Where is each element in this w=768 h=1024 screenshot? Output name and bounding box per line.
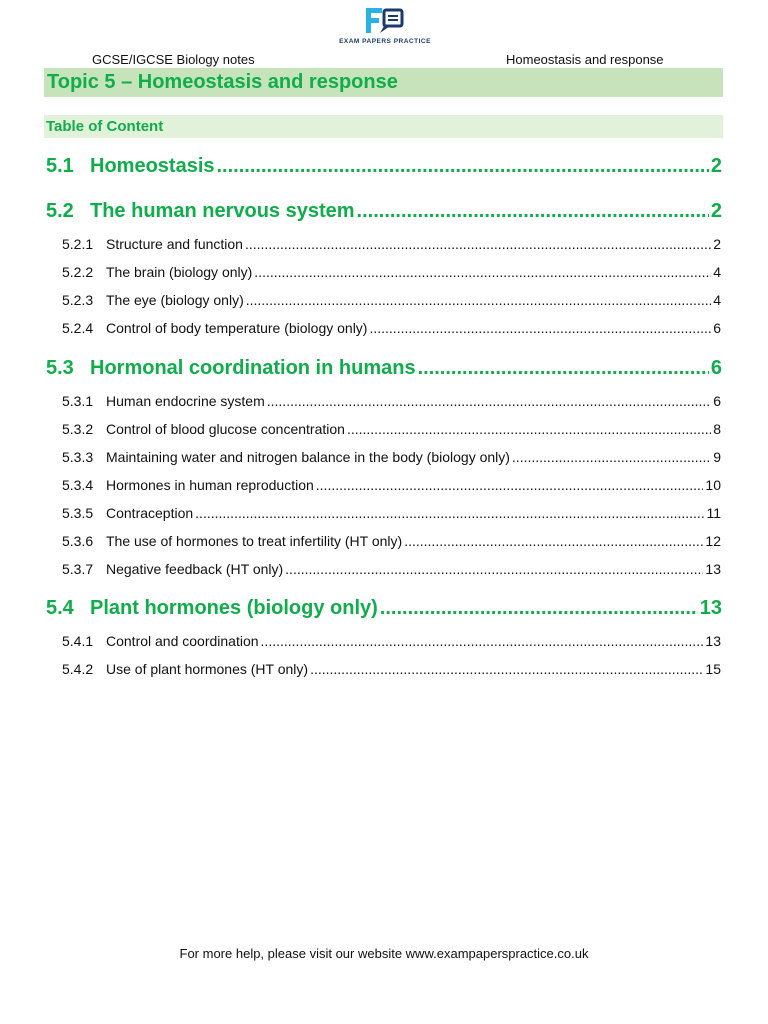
toc-entry-number: 5.2.3 bbox=[62, 292, 94, 308]
toc-dot-leader bbox=[347, 421, 711, 437]
toc-subsection-link[interactable] bbox=[62, 236, 721, 256]
exam-papers-practice-logo-icon bbox=[362, 6, 408, 36]
toc-entry-page: 13 bbox=[699, 597, 722, 619]
topic-band bbox=[44, 68, 723, 97]
toc-entry-number: 5.3.7 bbox=[62, 561, 94, 577]
toc-entry-title: Negative feedback (HT only) bbox=[106, 561, 284, 577]
toc-entry-title: Homeostasis bbox=[90, 155, 215, 177]
toc-subsection-link[interactable] bbox=[62, 633, 721, 653]
toc-dot-leader bbox=[267, 393, 711, 409]
toc-subsection-link[interactable] bbox=[62, 449, 721, 469]
toc-heading-band bbox=[44, 115, 723, 138]
toc-entry-number: 5.2.1 bbox=[62, 236, 94, 252]
toc-subsection-link[interactable] bbox=[62, 661, 721, 681]
toc-entry-number: 5.3.4 bbox=[62, 477, 94, 493]
toc-entry-title: Maintaining water and nitrogen balance in the body (biology only) bbox=[106, 449, 510, 465]
toc-entry-page: 10 bbox=[705, 477, 721, 493]
toc-entry-number: 5.3.5 bbox=[62, 505, 94, 521]
toc-entry-title: Use of plant hormones (HT only) bbox=[106, 661, 309, 677]
toc-entry-page: 15 bbox=[705, 661, 721, 677]
toc-section-link[interactable] bbox=[46, 357, 722, 385]
toc-entry-page: 9 bbox=[713, 449, 721, 465]
toc-entry-title: The eye (biology only) bbox=[106, 292, 244, 308]
toc-entry-number: 5.4 bbox=[46, 597, 74, 619]
toc-subsection-link[interactable] bbox=[62, 292, 721, 312]
toc-entry-number: 5.3.1 bbox=[62, 393, 94, 409]
toc-entry-title: Human endocrine system bbox=[106, 393, 265, 409]
toc-subsection-link[interactable] bbox=[62, 264, 721, 284]
toc-dot-leader bbox=[369, 320, 711, 336]
toc-dot-leader bbox=[217, 155, 709, 178]
toc-dot-leader bbox=[254, 264, 711, 280]
toc-section-link[interactable] bbox=[46, 155, 722, 183]
toc-dot-leader bbox=[195, 505, 704, 521]
toc-dot-leader bbox=[285, 561, 703, 577]
toc-dot-leader bbox=[380, 597, 698, 620]
toc-entry-number: 5.3.2 bbox=[62, 421, 94, 437]
toc-entry-title: The human nervous system bbox=[90, 200, 355, 222]
toc-entry-number: 5.3.6 bbox=[62, 533, 94, 549]
toc-entry-page: 6 bbox=[713, 393, 721, 409]
toc-entry-page: 13 bbox=[705, 633, 721, 649]
toc-subsection-link[interactable] bbox=[62, 505, 721, 525]
toc-dot-leader bbox=[316, 477, 704, 493]
toc-entry-title: Hormonal coordination in humans bbox=[90, 357, 416, 379]
toc-entry-title: Structure and function bbox=[106, 236, 243, 252]
toc-entry-page: 6 bbox=[713, 320, 721, 336]
toc-entry-number: 5.3.3 bbox=[62, 449, 94, 465]
exam-papers-practice-logo bbox=[330, 6, 440, 48]
toc-entry-number: 5.2.4 bbox=[62, 320, 94, 336]
toc-entry-title: Contraception bbox=[106, 505, 194, 521]
toc-entry-page: 2 bbox=[710, 200, 722, 222]
toc-entry-page: 4 bbox=[713, 292, 721, 308]
toc-entry-page: 11 bbox=[706, 505, 721, 521]
toc-entry-number: 5.4.1 bbox=[62, 633, 94, 649]
toc-dot-leader bbox=[310, 661, 703, 677]
toc-subsection-link[interactable] bbox=[62, 421, 721, 441]
toc-entry-page: 8 bbox=[713, 421, 721, 437]
toc-entry-page: 2 bbox=[710, 155, 722, 177]
toc-section-link[interactable] bbox=[46, 200, 722, 228]
toc-dot-leader bbox=[246, 292, 711, 308]
logo-text: EXAM PAPERS PRACTICE bbox=[339, 38, 431, 45]
toc-entry-page: 12 bbox=[705, 533, 721, 549]
toc-heading: Table of Content bbox=[46, 118, 164, 135]
toc-dot-leader bbox=[404, 533, 703, 549]
toc-entry-title: Hormones in human reproduction bbox=[106, 477, 314, 493]
toc-entry-page: 4 bbox=[713, 264, 721, 280]
toc-dot-leader bbox=[261, 633, 704, 649]
header-left: GCSE/IGCSE Biology notes bbox=[92, 52, 255, 67]
toc-entry-number: 5.1 bbox=[46, 155, 74, 177]
toc-entry-page: 13 bbox=[705, 561, 721, 577]
page-title: Topic 5 – Homeostasis and response bbox=[47, 71, 398, 93]
toc-entry-number: 5.2.2 bbox=[62, 264, 94, 280]
toc-entry-title: Control and coordination bbox=[106, 633, 259, 649]
toc-subsection-link[interactable] bbox=[62, 533, 721, 553]
toc-dot-leader bbox=[512, 449, 711, 465]
toc-dot-leader bbox=[357, 200, 709, 223]
toc-entry-title: Control of blood glucose concentration bbox=[106, 421, 345, 437]
toc-subsection-link[interactable] bbox=[62, 393, 721, 413]
toc-entry-page: 6 bbox=[710, 357, 722, 379]
toc-dot-leader bbox=[245, 236, 711, 252]
toc-subsection-link[interactable] bbox=[62, 320, 721, 340]
toc-entry-page: 2 bbox=[713, 236, 721, 252]
toc-entry-title: Control of body temperature (biology only) bbox=[106, 320, 368, 336]
toc-subsection-link[interactable] bbox=[62, 477, 721, 497]
toc-entry-title: Plant hormones (biology only) bbox=[90, 597, 378, 619]
toc-entry-number: 5.4.2 bbox=[62, 661, 94, 677]
footer: For more help, please visit our website www.exampaperspractice.co.uk bbox=[179, 946, 589, 961]
toc-subsection-link[interactable] bbox=[62, 561, 721, 581]
header-right: Homeostasis and response bbox=[506, 52, 664, 67]
toc-section-link[interactable] bbox=[46, 597, 722, 625]
toc-entry-title: The brain (biology only) bbox=[106, 264, 253, 280]
toc-dot-leader bbox=[418, 357, 709, 380]
toc-entry-number: 5.2 bbox=[46, 200, 74, 222]
toc-entry-number: 5.3 bbox=[46, 357, 74, 379]
toc-entry-title: The use of hormones to treat infertility (HT only) bbox=[106, 533, 403, 549]
